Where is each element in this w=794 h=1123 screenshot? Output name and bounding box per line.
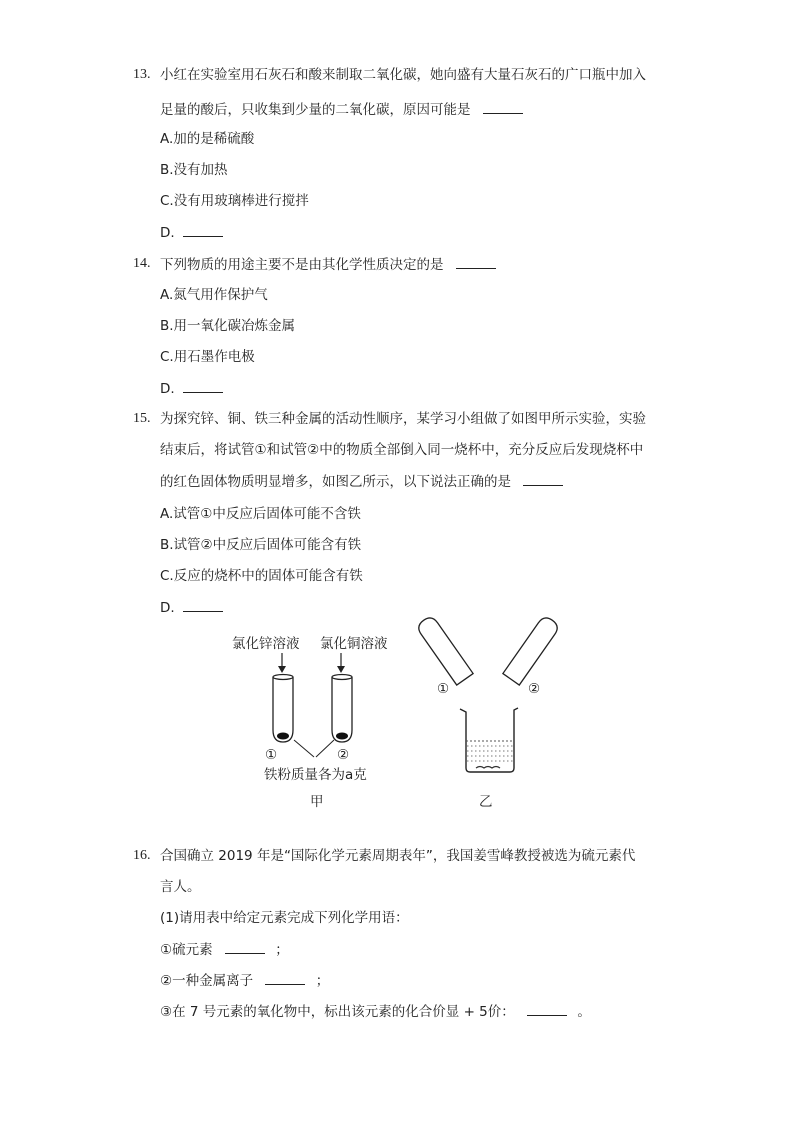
- option-b[interactable]: B.试管②中反应后固体可能含有铁: [160, 537, 362, 553]
- zinc-chloride-label: 氯化锌溶液: [232, 636, 300, 652]
- arrow-down-icon: [337, 653, 345, 673]
- sub-item-suffix: ；: [275, 942, 289, 958]
- question-stem-text: 小红在实验室用石灰石和酸来制取二氧化碳，她向盛有大量石灰石的广口瓶中加入: [160, 67, 646, 83]
- answer-blank[interactable]: [265, 971, 305, 985]
- sub-item-text: ②一种金属离子: [160, 973, 254, 989]
- iron-powder: [336, 733, 348, 740]
- question-stem: [160, 878, 201, 896]
- red-solid: [476, 767, 500, 769]
- tube-2-marker: ②: [337, 747, 350, 763]
- answer-blank[interactable]: [225, 940, 265, 954]
- question-stem-text: 足量的酸后，只收集到少量的二氧化碳，原因可能是: [160, 102, 471, 118]
- question-stem: [160, 847, 635, 865]
- sub-item-text: ③在 7 号元素的氧化物中，标出该元素的化合价显 + 5价：: [160, 1004, 515, 1020]
- sub-item: [160, 1002, 591, 1021]
- option-d-label: D.: [160, 225, 175, 241]
- test-tube-icon: [503, 615, 561, 685]
- option-c[interactable]: C.用石墨作电极: [160, 349, 255, 365]
- test-tube-icon: [415, 615, 473, 685]
- arrow-down-icon: [278, 653, 286, 673]
- question-stem-text: 言人。: [160, 879, 201, 895]
- pour-tube-2-marker: ②: [528, 681, 541, 697]
- question-stem-text: 下列物质的用途主要不是由其化学性质决定的是: [160, 257, 444, 273]
- question-stem-text: 为探究锌、铜、铁三种金属的活动性顺序，某学习小组做了如图甲所示实验，实验: [160, 411, 646, 427]
- sub-item-text: ①硫元素: [160, 942, 213, 958]
- beaker-icon: [460, 708, 518, 772]
- question-stem-text: 的红色固体物质明显增多，如图乙所示，以下说法正确的是: [160, 474, 511, 490]
- option-b[interactable]: B.用一氧化碳冶炼金属: [160, 318, 296, 334]
- question-number: 15.: [133, 411, 151, 426]
- option-a[interactable]: A.加的是稀硫酸: [160, 131, 255, 147]
- option-c[interactable]: C.反应的烧杯中的固体可能含有铁: [160, 568, 363, 584]
- question-number: 13.: [133, 67, 151, 82]
- option-d-label: D.: [160, 381, 175, 397]
- option-c[interactable]: C.没有用玻璃棒进行搅拌: [160, 193, 309, 209]
- question-stem-text: 合国确立 2019 年是“国际化学元素周期表年”，我国姜雪峰教授被选为硫元素代: [160, 848, 636, 864]
- iron-powder: [277, 733, 289, 740]
- question-number: 14.: [133, 256, 151, 271]
- figure-caption-jia: 甲: [310, 794, 324, 810]
- iron-mass-note: 铁粉质量各为a克: [264, 767, 367, 783]
- option-d-label: D.: [160, 600, 175, 616]
- pour-tube-1-marker: ①: [437, 681, 450, 697]
- question-stem-text: 结束后，将试管①和试管②中的物质全部倒入同一烧杯中，充分反应后发现烧杯中: [160, 442, 644, 458]
- question-number: 16.: [133, 848, 151, 863]
- test-tube-icon: [273, 675, 293, 743]
- sub-question-intro: (1)请用表中给定元素完成下列化学用语：: [160, 910, 409, 926]
- option-b[interactable]: B.没有加热: [160, 162, 228, 178]
- tube-1-marker: ①: [265, 747, 278, 763]
- sub-item: [160, 971, 329, 990]
- sub-item: [160, 940, 289, 959]
- test-tube-icon: [332, 675, 352, 743]
- option-a[interactable]: A.试管①中反应后固体可能不含铁: [160, 506, 361, 522]
- sub-item-suffix: ；: [315, 973, 330, 989]
- option-a[interactable]: A.氮气用作保护气: [160, 287, 268, 303]
- sub-item-suffix: 。: [577, 1004, 591, 1020]
- answer-blank[interactable]: [527, 1002, 567, 1016]
- figure-caption-yi: 乙: [479, 794, 493, 810]
- copper-chloride-label: 氯化铜溶液: [320, 636, 388, 652]
